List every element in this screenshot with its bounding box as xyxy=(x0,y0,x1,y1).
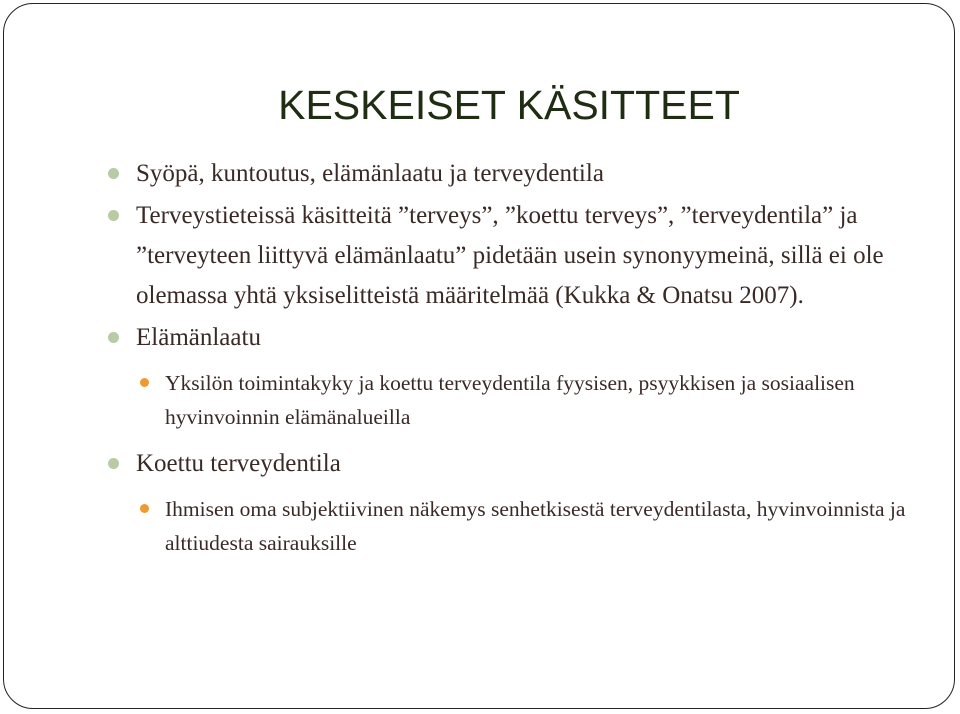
slide-title: KESKEISET KÄSITTEET xyxy=(278,82,740,128)
sub-bullet-text: Yksilön toimintakyky ja koettu terveydentila fyysisen, psyykkisen ja sosiaalisen hyvinvoinnin elämänalueilla xyxy=(165,371,855,429)
bullet-item xyxy=(108,196,908,316)
sub-bullet-text: Ihmisen oma subjektiivinen näkemys senhetkisestä terveydentilasta, hyvinvoinnista ja alttiudesta sairauksille xyxy=(165,497,906,555)
bullet-dot-icon xyxy=(108,332,119,343)
bullet-text: Elämänlaatu xyxy=(136,324,261,351)
sub-bullet-item xyxy=(108,366,908,434)
bullet-item xyxy=(108,318,908,358)
bullet-dot-icon xyxy=(108,458,119,469)
bullet-text: Terveystieteissä käsitteitä ”terveys”, ”koettu terveys”, ”terveydentila” ja ”terveyteen liittyvä elämänlaatu” pidetään usein synonyymeinä, sillä ei ole olemassa yhtä yksiselitteistä määritelmää (Kukka & Onatsu 2007). xyxy=(136,202,884,309)
slide-frame xyxy=(3,3,955,709)
bullet-item xyxy=(108,154,908,194)
bullet-list xyxy=(108,154,908,570)
bullet-dot-icon xyxy=(108,168,119,179)
sub-bullet-dot-icon xyxy=(140,504,149,513)
sub-bullet-dot-icon xyxy=(140,378,149,387)
bullet-dot-icon xyxy=(108,210,119,221)
bullet-text: Syöpä, kuntoutus, elämänlaatu ja terveydentila xyxy=(136,160,604,187)
bullet-text: Koettu terveydentila xyxy=(136,450,341,477)
bullet-item xyxy=(108,444,908,484)
sub-bullet-item xyxy=(108,492,908,560)
